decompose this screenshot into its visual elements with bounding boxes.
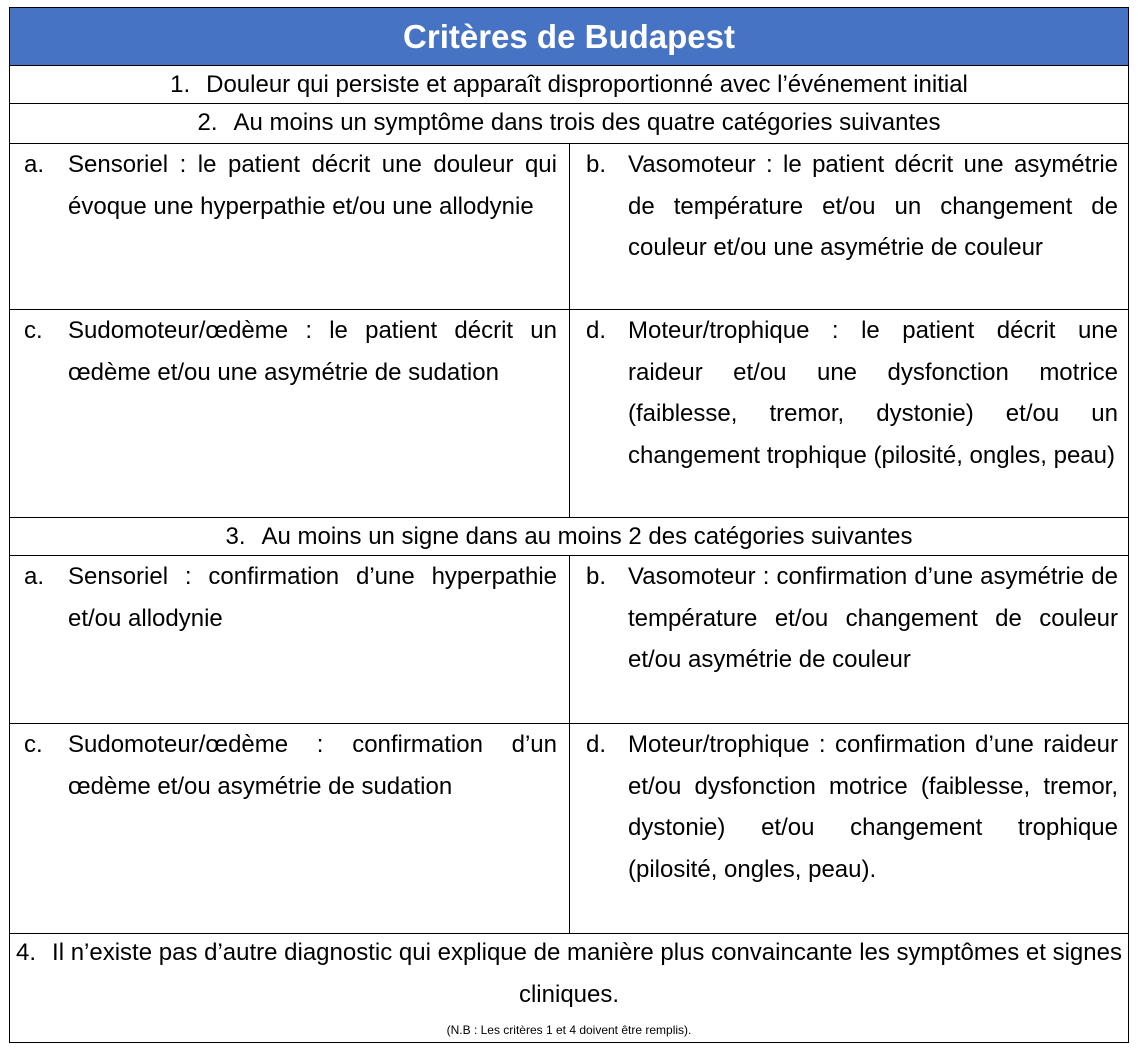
criterion-3b-cell <box>570 556 1128 724</box>
criterion-2-text: Au moins un symptôme dans trois des quatre catégories suivantes <box>233 109 941 136</box>
criterion-2c-cell <box>10 310 570 518</box>
item-letter: d. <box>586 731 607 758</box>
item-letter: b. <box>586 563 607 590</box>
item-text: Sensoriel : confirmation d’une hyperpathie et/ou allodynie <box>68 563 557 632</box>
item-letter: a. <box>24 563 45 590</box>
item-letter: a. <box>24 151 45 178</box>
criterion-3-text: Au moins un signe dans au moins 2 des catégories suivantes <box>261 523 913 550</box>
criterion-3d-cell <box>570 724 1128 934</box>
item-letter: c. <box>24 731 43 758</box>
item-text: Sudomoteur/œdème : confirmation d’un œdème et/ou asymétrie de sudation <box>68 731 557 800</box>
criterion-2-row <box>10 104 1128 144</box>
criterion-4-text: Il n’existe pas d’autre diagnostic qui explique de manière plus convaincante les symptômes et signes cliniques. <box>52 939 1122 1008</box>
criterion-2-number: 2. <box>197 109 218 136</box>
item-text: Sudomoteur/œdème : le patient décrit un œdème et/ou une asymétrie de sudation <box>68 317 557 386</box>
criterion-2d-cell <box>570 310 1128 518</box>
footnote: (N.B : Les critères 1 et 4 doivent être remplis). <box>446 1023 692 1037</box>
criterion-3-number: 3. <box>225 523 246 550</box>
item-letter: d. <box>586 317 607 344</box>
criterion-2a-cell <box>10 144 570 310</box>
criterion-1-row <box>10 66 1128 104</box>
criterion-2b-cell <box>570 144 1128 310</box>
budapest-criteria-table <box>9 7 1129 1043</box>
item-text: Sensoriel : le patient décrit une douleur qui évoque une hyperpathie et/ou une allodynie <box>68 151 557 220</box>
item-text: Moteur/trophique : le patient décrit une raideur et/ou une dysfonction motrice (faiblesse, tremor, dystonie) et/ou un changement trophique (pilosité, ongles, peau) <box>628 317 1118 469</box>
item-letter: c. <box>24 317 43 344</box>
criterion-4-row <box>10 932 1128 1016</box>
item-text: Vasomoteur : confirmation d’une asymétrie de température et/ou changement de couleur et/ou asymétrie de couleur <box>628 563 1118 673</box>
criterion-1-text: Douleur qui persiste et apparaît disproportionné avec l’événement initial <box>206 71 968 98</box>
item-letter: b. <box>586 151 607 178</box>
item-text: Moteur/trophique : confirmation d’une raideur et/ou dysfonction motrice (faiblesse, tremor, dystonie) et/ou changement trophique (pilosité, ongles, peau). <box>628 731 1118 883</box>
criterion-3a-cell <box>10 556 570 724</box>
criterion-3c-cell <box>10 724 570 934</box>
item-text: Vasomoteur : le patient décrit une asymétrie de température et/ou un changement de couleur et/ou une asymétrie de couleur <box>628 151 1118 261</box>
table-title: Critères de Budapest <box>10 8 1128 66</box>
criterion-3-row <box>10 518 1128 556</box>
criterion-1-number: 1. <box>170 71 191 98</box>
criterion-4-number: 4. <box>16 939 37 966</box>
